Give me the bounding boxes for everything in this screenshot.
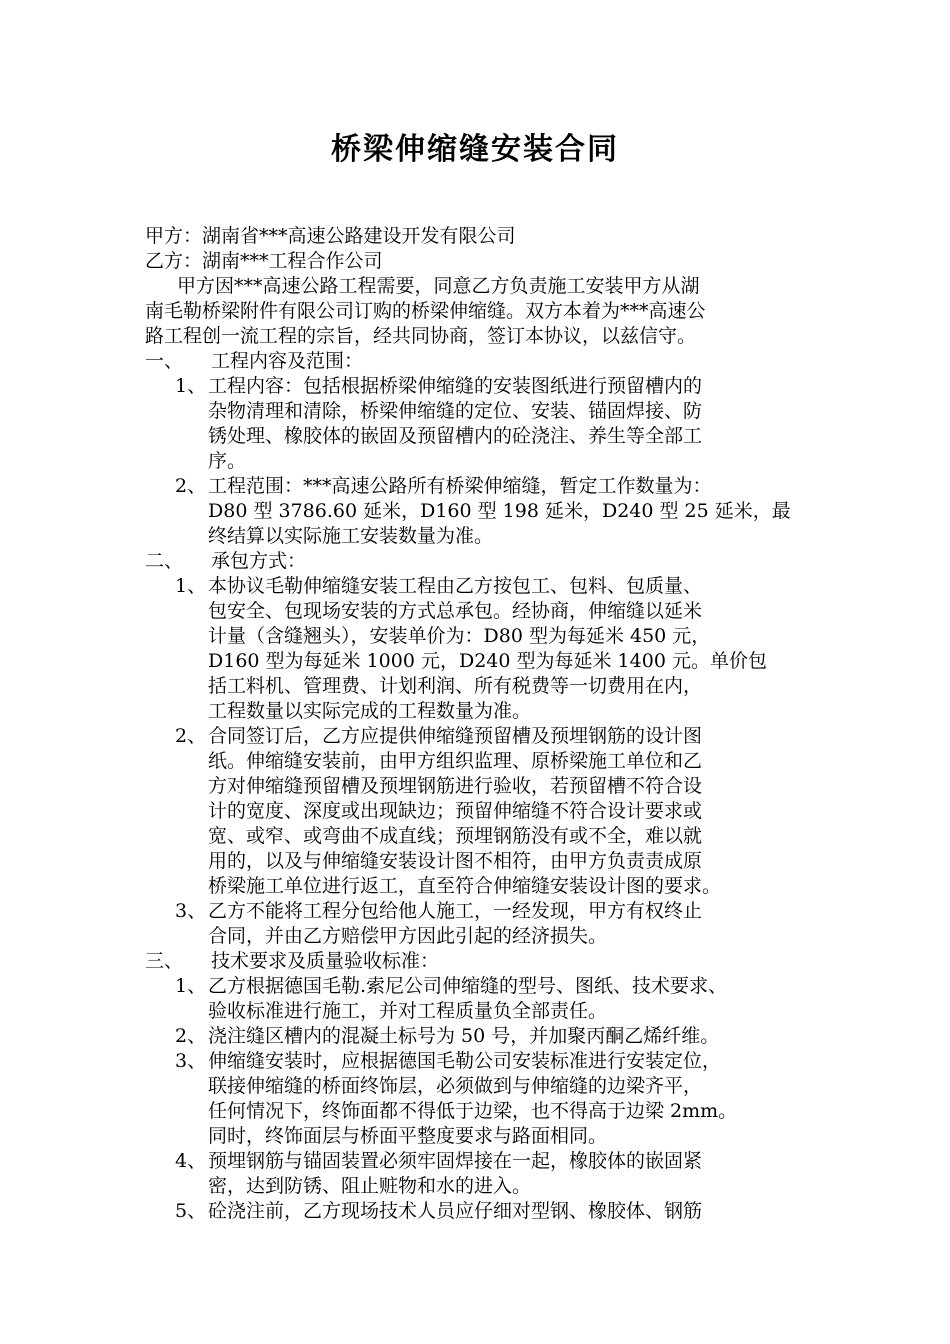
clause-line: 工程范围：***高速公路所有桥梁伸缩缝，暂定工作数量为：: [208, 475, 712, 497]
clause: [145, 899, 825, 949]
party-a: 甲方：湖南省***高速公路建设开发有限公司: [145, 225, 516, 247]
clause: [145, 1199, 825, 1224]
section-heading: [145, 549, 825, 574]
clause: [145, 1149, 825, 1199]
clause-line: 用的，以及与伸缩缝安装设计图不相符，由甲方负责责成原: [208, 850, 703, 872]
clause: [145, 724, 825, 899]
section-title: 承包方式：: [211, 550, 307, 572]
clause-number: 4、: [175, 1150, 207, 1172]
clause-line: D160 型为每延米 1000 元，D240 型为每延米 1400 元。单价包: [208, 650, 767, 672]
clause: [145, 1049, 825, 1149]
clause-number: 2、: [175, 725, 207, 747]
section-heading: [145, 949, 825, 974]
clause-line: 杂物清理和清除，桥梁伸缩缝的定位、安装、锚固焊接、防: [208, 400, 703, 422]
clause-line: 计量（含缝翘头），安装单价为：D80 型为每延米 450 元，: [208, 625, 711, 647]
intro-line: 路工程创一流工程的宗旨，经共同协商，签订本协议，以兹信守。: [145, 325, 697, 347]
clause-line: 同时，终饰面层与桥面平整度要求与路面相同。: [208, 1125, 608, 1147]
clause-line: 验收标准进行施工，并对工程质量负全部责任。: [208, 1000, 608, 1022]
clause-number: 2、: [175, 1025, 207, 1047]
clause-line: 锈处理、橡胶体的嵌固及预留槽内的砼浇注、养生等全部工: [208, 425, 703, 447]
clause-number: 1、: [175, 575, 207, 597]
section-heading: [145, 349, 825, 374]
clause-line: 预埋钢筋与锚固装置必须牢固焊接在一起，橡胶体的嵌固紧: [208, 1150, 703, 1172]
clause-line: 合同，并由乙方赔偿甲方因此引起的经济损失。: [208, 925, 608, 947]
clause: [145, 1024, 825, 1049]
clause-line: 乙方不能将工程分包给他人施工，一经发现，甲方有权终止: [208, 900, 703, 922]
clause-number: 1、: [175, 375, 207, 397]
clause-line: 合同签订后，乙方应提供伸缩缝预留槽及预埋钢筋的设计图: [208, 725, 703, 747]
clause-line: 联接伸缩缝的桥面终饰层，必须做到与伸缩缝的边梁齐平，: [208, 1075, 703, 1097]
clause-line: 任何情况下，终饰面都不得低于边梁，也不得高于边梁 2mm。: [208, 1100, 738, 1122]
clause-number: 3、: [175, 900, 207, 922]
section-number: 二、: [145, 550, 184, 572]
clause-line: 方对伸缩缝预留槽及预埋钢筋进行验收，若预留槽不符合设: [208, 775, 703, 797]
clause-line: 工程数量以实际完成的工程数量为准。: [208, 700, 532, 722]
document-title: 桥梁伸缩缝安装合同: [331, 132, 619, 167]
clause-line: 伸缩缝安装时，应根据德国毛勒公司安装标准进行安装定位，: [208, 1050, 722, 1072]
section-title: 技术要求及质量验收标准：: [211, 950, 440, 972]
clause-line: 砼浇注前，乙方现场技术人员应仔细对型钢、橡胶体、钢筋: [208, 1200, 703, 1222]
clause: [145, 974, 825, 1024]
clause-line: 本协议毛勒伸缩缝安装工程由乙方按包工、包料、包质量、: [208, 575, 703, 597]
intro-line: 南毛勒桥梁附件有限公司订购的桥梁伸缩缝。双方本着为***高速公: [145, 300, 706, 322]
clause-line: 桥梁施工单位进行返工，直至符合伸缩缝安装设计图的要求。: [208, 875, 722, 897]
clause-line: 计的宽度、深度或出现缺边；预留伸缩缝不符合设计要求或: [208, 800, 703, 822]
clause-line: 终结算以实际施工安装数量为准。: [208, 525, 494, 547]
clause-line: 序。: [208, 450, 247, 472]
clause-number: 3、: [175, 1050, 207, 1072]
intro-line: 甲方因***高速公路工程需要，同意乙方负责施工安装甲方从湖: [177, 275, 700, 297]
clause: [145, 574, 825, 724]
section-title: 工程内容及范围：: [211, 350, 364, 372]
clause-line: 包安全、包现场安装的方式总承包。经协商，伸缩缝以延米: [208, 600, 703, 622]
clause-number: 1、: [175, 975, 207, 997]
party-b: 乙方：湖南***工程合作公司: [145, 250, 383, 272]
clause-line: 密，达到防锈、阻止赃物和水的进入。: [208, 1175, 532, 1197]
document-body: [145, 224, 825, 1224]
clause-number: 5、: [175, 1200, 207, 1222]
clause-line: 乙方根据德国毛勒.索尼公司伸缩缝的型号、图纸、技术要求、: [208, 975, 728, 997]
clause-line: 括工料机、管理费、计划利润、所有税费等一切费用在内，: [208, 675, 703, 697]
clause-number: 2、: [175, 475, 207, 497]
section-number: 三、: [145, 950, 184, 972]
section-number: 一、: [145, 350, 184, 372]
clause: [145, 374, 825, 474]
clause-line: 宽、或窄、或弯曲不成直线；预埋钢筋没有或不全，难以就: [208, 825, 703, 847]
clause-line: D80 型 3786.60 延米，D160 型 198 延米，D240 型 25 延米，最: [208, 500, 791, 522]
clause-line: 浇注缝区槽内的混凝土标号为 50 号，并加聚丙酮乙烯纤维。: [208, 1025, 720, 1047]
clause: [145, 474, 825, 549]
clause-line: 纸。伸缩缝安装前，由甲方组织监理、原桥梁施工单位和乙: [208, 750, 703, 772]
clause-line: 工程内容：包括根据桥梁伸缩缝的安装图纸进行预留槽内的: [208, 375, 703, 397]
